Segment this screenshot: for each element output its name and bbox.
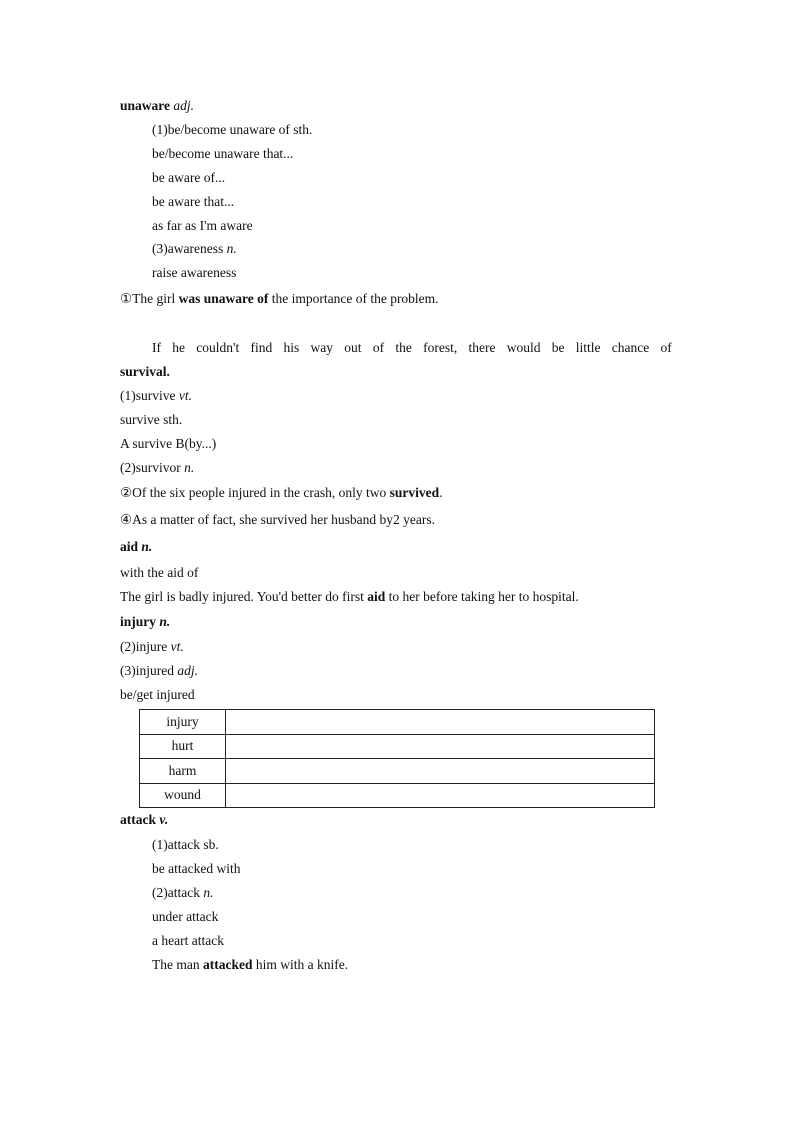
example-text: The girl is badly injured. You'd better do first (120, 589, 368, 604)
phrase-line: be/become unaware that... (152, 146, 294, 161)
derivative-line (120, 388, 192, 404)
derivative-word: (2)attack (152, 885, 200, 900)
sentence-word: chance (611, 340, 650, 355)
example-text: ①The girl (120, 291, 179, 306)
phrase-line: (1)be/become unaware of sth. (152, 122, 313, 137)
derivative-word: (1)survive (120, 388, 176, 403)
phrase-line: survive sth. (120, 412, 183, 427)
sentence-word: he (172, 340, 186, 355)
example-sentence: ④As a matter of fact, she survived her husband by2 years. (120, 512, 436, 527)
part-of-speech: vt. (170, 639, 184, 654)
example-text: . (439, 485, 443, 500)
sentence-word: the (395, 340, 412, 355)
table-blank-cell (226, 783, 655, 808)
sentence-word: there (468, 340, 496, 355)
example-sentence (120, 291, 439, 307)
sentence-word: little (575, 340, 601, 355)
table-row (140, 734, 655, 759)
sentence-word: forest, (423, 340, 458, 355)
part-of-speech: n. (141, 539, 153, 554)
derivative-word: (2)injure (120, 639, 168, 654)
part-of-speech: v. (159, 812, 169, 827)
entry-heading-aid (120, 539, 152, 555)
example-text: The man (152, 957, 203, 972)
table-row (140, 710, 655, 735)
example-text: ②Of the six people injured in the crash, only two (120, 485, 390, 500)
sentence-word: way (310, 340, 334, 355)
sentence-word: of (372, 340, 385, 355)
part-of-speech: vt. (178, 388, 192, 403)
phrase-line: be/get injured (120, 687, 195, 702)
derivative-line (120, 460, 194, 476)
sentence-word: would (506, 340, 541, 355)
phrase-line: A survive B(by...) (120, 436, 217, 451)
example-highlight: aid (367, 589, 386, 604)
head-word: injury (120, 614, 157, 629)
example-sentence (120, 485, 443, 501)
example-sentence-end: survival. (120, 364, 170, 379)
example-highlight: was unaware of (178, 291, 269, 306)
example-highlight: survived (389, 485, 440, 500)
derivative-line (152, 241, 237, 257)
table-row-label: wound (140, 783, 226, 808)
entry-heading-attack (120, 812, 168, 828)
sentence-word: find (250, 340, 273, 355)
head-word: unaware (120, 98, 171, 113)
example-text: to her before taking her to hospital. (385, 589, 579, 604)
entry-heading-injury (120, 614, 170, 630)
head-word: aid (120, 539, 139, 554)
table-blank-cell (226, 734, 655, 759)
part-of-speech: n. (184, 460, 195, 475)
phrase-line: as far as I'm aware (152, 218, 253, 233)
table-blank-cell (226, 710, 655, 735)
example-sentence (120, 589, 579, 605)
example-highlight: attacked (202, 957, 253, 972)
phrase-line: be aware of... (152, 170, 226, 185)
phrase-line: be attacked with (152, 861, 241, 876)
table-row-label: harm (140, 759, 226, 784)
derivative-line (120, 639, 184, 655)
synonym-table (139, 709, 655, 808)
part-of-speech: n. (159, 614, 171, 629)
sentence-word: out (344, 340, 362, 355)
part-of-speech: adj. (173, 98, 195, 113)
entry-heading-unaware (120, 98, 194, 114)
derivative-word: (3)injured (120, 663, 174, 678)
derivative-line (120, 663, 198, 679)
sentence-word: be (551, 340, 565, 355)
phrase-line: be aware that... (152, 194, 235, 209)
table-row (140, 783, 655, 808)
derivative-word: (3)awareness (152, 241, 224, 256)
example-text: the importance of the problem. (268, 291, 439, 306)
sentence-word: of (660, 340, 672, 355)
sentence-word: couldn't (196, 340, 240, 355)
head-word: attack (120, 812, 156, 827)
phrase-line: raise awareness (152, 265, 237, 280)
sentence-word: his (283, 340, 300, 355)
table-row-label: injury (140, 710, 226, 735)
derivative-word: (2)survivor (120, 460, 181, 475)
part-of-speech: n. (226, 241, 237, 256)
part-of-speech: n. (203, 885, 214, 900)
table-row-label: hurt (140, 734, 226, 759)
part-of-speech: adj. (177, 663, 198, 678)
phrase-line: (1)attack sb. (152, 837, 219, 852)
phrase-line: a heart attack (152, 933, 224, 948)
phrase-line: with the aid of (120, 565, 199, 580)
derivative-line (152, 885, 213, 901)
example-sentence-justified (152, 340, 672, 356)
table-row (140, 759, 655, 784)
table-blank-cell (226, 759, 655, 784)
example-text: him with a knife. (252, 957, 349, 972)
sentence-word: If (152, 340, 161, 355)
example-sentence (152, 957, 348, 973)
phrase-line: under attack (152, 909, 219, 924)
